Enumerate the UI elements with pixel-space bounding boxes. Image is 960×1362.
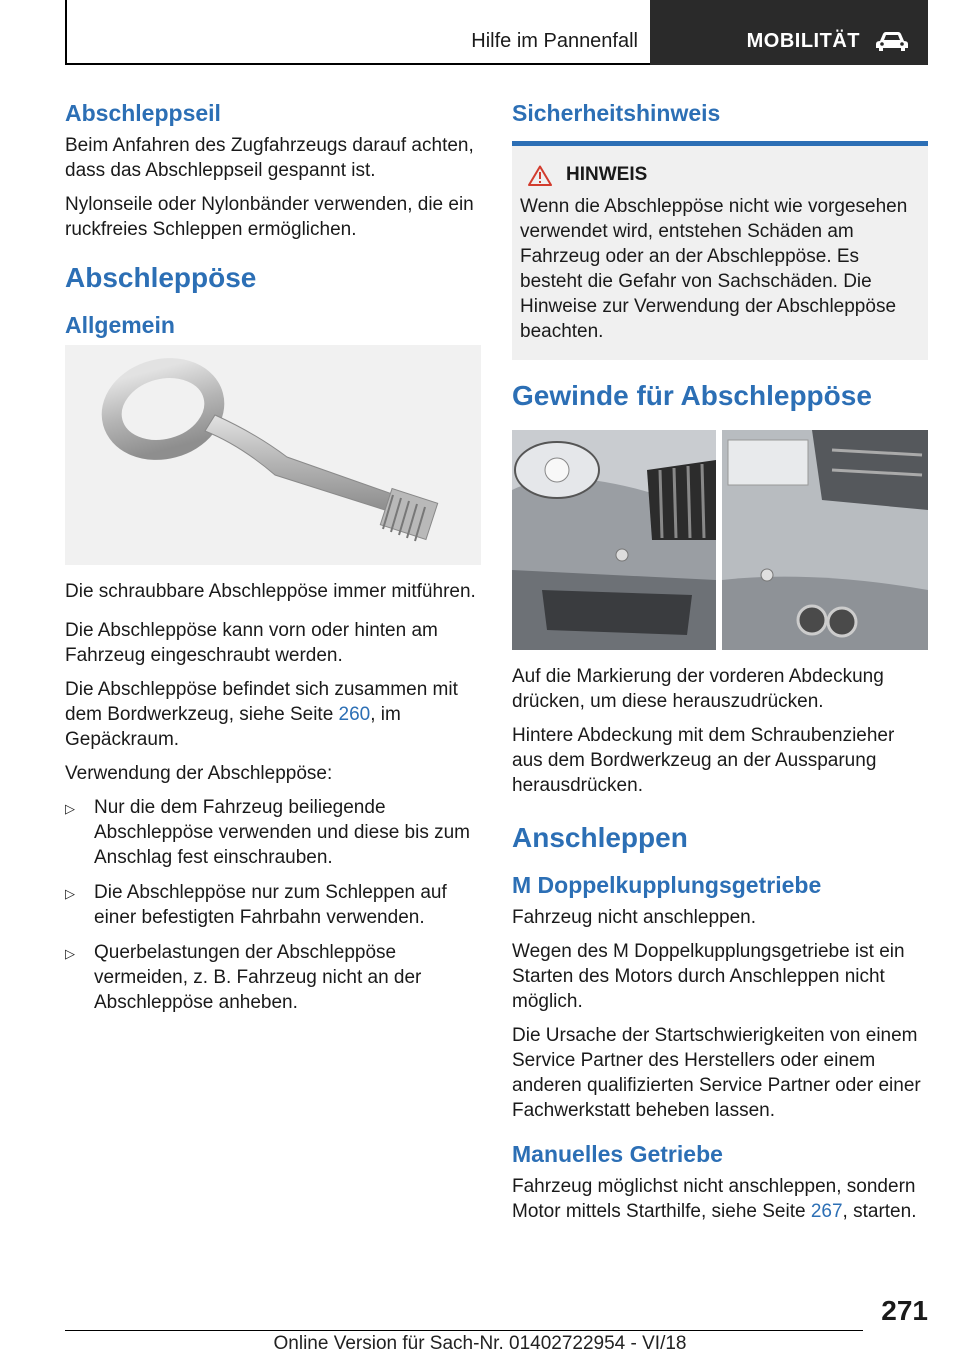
tow-eye-illustration (65, 345, 481, 565)
vehicle-front-rear-photo (512, 430, 928, 650)
paragraph-with-link: Fahrzeug möglichst nicht anschleppen, sondern Motor mittels Starthilfe, siehe Seite 267, starten. (512, 1176, 917, 1222)
list-item: ▷ Die Abschleppöse nur zum Schleppen auf einer befestigten Fahrbahn verwenden. (65, 882, 447, 928)
triangle-bullet-icon: ▷ (65, 886, 75, 901)
page-link-267[interactable]: 267 (810, 1201, 843, 1222)
heading-gewinde: Gewinde für Abschleppöse (512, 380, 872, 411)
right-column (512, 100, 928, 1233)
notice-header (520, 164, 920, 186)
notice-box (512, 146, 928, 360)
heading-allgemein: Allgemein (65, 312, 175, 338)
footer-divider (65, 1330, 863, 1331)
page-link-260[interactable]: 260 (338, 704, 371, 725)
notice-text: Wenn die Abschleppöse nicht wie vorgesehen verwendet wird, entstehen Schäden am Fahrzeug oder an der Abschleppöse. Es besteht die Gefahr von Sachschäden. Die Hinweise zur Verwendung der Abschleppöse beachten. (520, 196, 908, 342)
paragraph: Hintere Abdeckung mit dem Schraubenzieher aus dem Bordwerkzeug an der Aussparung herausdrücken. (512, 725, 895, 796)
paragraph: Die Ursache der Startschwierigkeiten von einem Service Partner des Herstellers oder einem anderen qualifizierten Service Partner oder einer Fachwerkstatt beheben lassen. (512, 1025, 921, 1121)
heading-manuelles-getriebe: Manuelles Getriebe (512, 1141, 723, 1167)
header-section-box (65, 0, 650, 65)
paragraph: Nylonseile oder Nylonbänder verwenden, die ein ruckfreies Schleppen ermöglichen. (65, 194, 474, 240)
list-item: ▷ Nur die dem Fahrzeug beiliegende Abschleppöse verwenden und diese bis zum Anschlag fest einschrauben. (65, 797, 471, 868)
paragraph: Verwendung der Abschleppöse: (65, 763, 333, 784)
triangle-bullet-icon: ▷ (65, 801, 75, 816)
paragraph: Wegen des M Doppelkupplungsgetriebe ist ein Starten des Motors durch Anschleppen nicht möglich. (512, 941, 905, 1012)
page-header (65, 0, 928, 65)
header-chapter-title: MOBILITÄT (746, 30, 860, 52)
bullet-list (65, 795, 481, 1015)
warning-triangle-icon (528, 165, 552, 186)
heading-sicherheitshinweis: Sicherheitshinweis (512, 100, 721, 126)
heading-abschleppseil: Abschleppseil (65, 100, 221, 126)
heading-anschleppen: Anschleppen (512, 822, 688, 853)
paragraph: Die Abschleppöse kann vorn oder hinten am Fahrzeug eingeschraubt werden. (65, 620, 438, 666)
car-icon (874, 31, 910, 53)
footer-text: Online Version für Sach-Nr. 01402722954 - VI/18 (273, 1333, 687, 1354)
paragraph: Fahrzeug nicht anschleppen. (512, 907, 756, 928)
heading-abschleppoese: Abschleppöse (65, 262, 257, 293)
left-column (65, 100, 481, 1025)
triangle-bullet-icon: ▷ (65, 946, 75, 961)
figure-caption: Die schraubbare Abschleppöse immer mitführen. (65, 581, 476, 602)
page-number: 271 (881, 1295, 928, 1326)
header-section-title: Hilfe im Pannenfall (471, 30, 638, 52)
paragraph: Beim Anfahren des Zugfahrzeugs darauf achten, dass das Abschleppseil gespannt ist. (65, 135, 474, 181)
paragraph-with-link: Die Abschleppöse befindet sich zusammen mit dem Bordwerkzeug, siehe Seite 260, im Gepäckraum. (65, 679, 458, 750)
list-item: ▷ Querbelastungen der Abschleppöse vermeiden, z. B. Fahrzeug nicht an der Abschleppöse anheben. (65, 942, 422, 1013)
heading-doppelkupplungsgetriebe: M Doppelkupplungsgetriebe (512, 872, 822, 898)
notice-title: HINWEIS (566, 164, 648, 185)
paragraph: Auf die Markierung der vorderen Abdeckung drücken, um diese herauszudrücken. (512, 666, 884, 712)
header-chapter-box (650, 0, 928, 65)
